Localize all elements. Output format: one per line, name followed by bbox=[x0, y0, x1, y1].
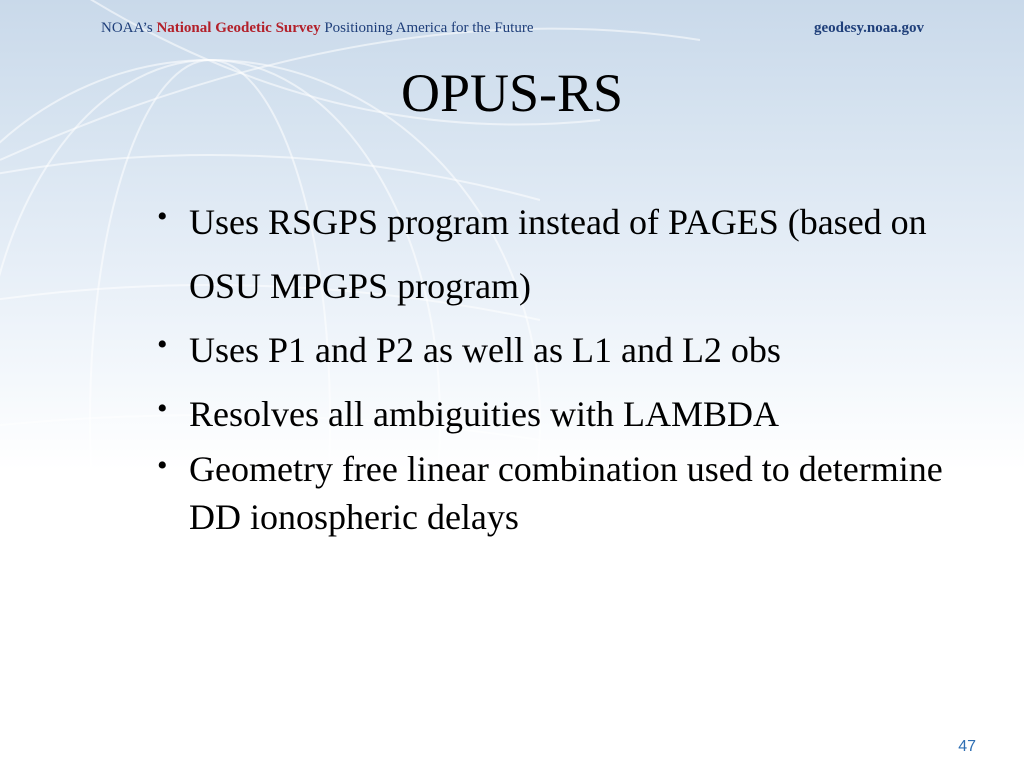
site-link[interactable]: geodesy.noaa.gov bbox=[813, 20, 924, 36]
bullet-dot-icon: • bbox=[157, 328, 168, 362]
bullet-dot-icon: • bbox=[157, 449, 168, 483]
bullet-text: Uses P1 and P2 as well as L1 and L2 obs bbox=[189, 330, 781, 371]
bullet-text: Geometry free linear combination used to determine DD ionospheric delays bbox=[189, 449, 943, 537]
bullet-item bbox=[155, 446, 975, 541]
bullet-item bbox=[155, 382, 975, 446]
bullet-item bbox=[155, 318, 975, 382]
bullet-item bbox=[155, 190, 975, 318]
bullet-dot-icon: • bbox=[157, 392, 168, 426]
agency-brand bbox=[101, 20, 533, 37]
header-bar bbox=[0, 0, 1024, 56]
tagline: Positioning America for the Future bbox=[324, 20, 534, 36]
agency-name: NOAA’s bbox=[101, 20, 153, 36]
survey-name: National Geodetic Survey bbox=[156, 20, 321, 36]
bullet-dot-icon: • bbox=[157, 200, 168, 233]
page-number: 47 bbox=[958, 738, 976, 755]
slide-title: OPUS-RS bbox=[400, 63, 624, 123]
bullet-text: Uses RSGPS program instead of PAGES (based on OSU MPGPS program) bbox=[189, 202, 927, 307]
bullet-text: Resolves all ambiguities with LAMBDA bbox=[189, 394, 779, 435]
bullet-list bbox=[155, 190, 975, 553]
